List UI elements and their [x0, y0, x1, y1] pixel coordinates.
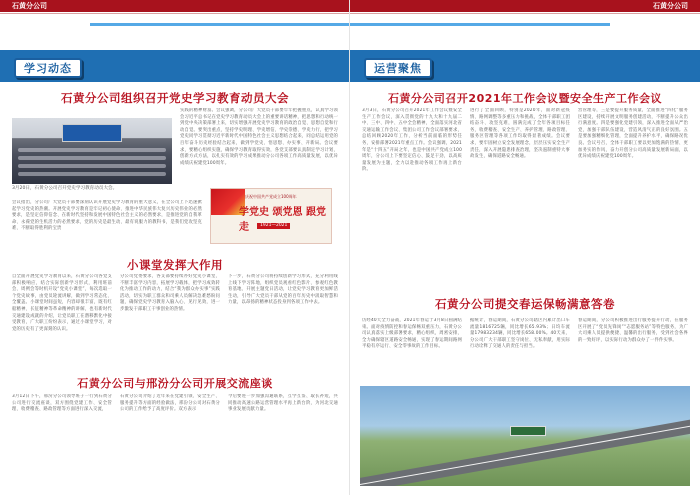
right-article1-col2: 进行了全面回顾，特别是2020年，面对新冠疫情、路网调整等多重压力和挑战，全体干部职工团结奋斗、攻坚克难，圆满完成了全年各项目标任务，收费稽查、安全生产、养护管理、路政管理、服务区管理等各项工作均取得显著成绩。会议要求，要牢固树立安全发展理念，层层压实安全生产责任，深入开展隐患排查治理，坚决遏制重特大事故发生，确保道路安全畅通。	[470, 108, 570, 160]
meeting-row	[18, 156, 166, 160]
meeting-screen	[62, 124, 122, 142]
party-poster	[210, 188, 332, 244]
left-brand: 石黄分公司	[12, 1, 47, 10]
section-label-study: 学习动态	[24, 62, 72, 75]
right-article2-col2: 据统计，春运期间，石黄分公司辖区内累计出口车流量1816725辆，同比增长65.93%；日均车流量17983234辆，同比增长658.00%。40天来，分公司广大干部职工坚守岗位、无私奉献，用实际行动诠释了交通人的责任与担当。	[470, 318, 570, 350]
section-label-operations: 运营聚焦	[374, 62, 422, 75]
left-banner-stripe	[90, 23, 350, 26]
article-title-spring-festival: 石黄分公司提交春运保畅满意答卷	[435, 297, 615, 311]
highway-gantry	[510, 426, 546, 436]
right-article1-col1: 3月3日，石黄分公司召开2021年工作会议暨安全生产工作会议，深入贯彻党的十九大和十九届二中、三中、四中、五中全会精神，全面落实河北省交通运输工作会议、集团公司工作会议部署要求，总结回顾2020年工作，分析当前面临的形势任务，安排部署2021年重点工作。会议强调，2021年是“十四五”开局之年，也是中国共产党成立100周年，分公司上下要坚定信心、鼓足干劲，以高质量发展为主题，全力以赴推动各项工作再上新台阶。	[362, 108, 462, 173]
article3-col1: 3月12日下午，邢汾分公司领导班子一行到石黄分公司进行交流座谈，双方围绕党建工作、安全管理、收费稽查、路政管理等方面进行深入交流，	[12, 394, 112, 413]
section-tag-study	[14, 58, 82, 78]
right-article2-col1: 历经40天全力奋战，2021年春运于3月8日圆满结束。面对疫情防控和春运保畅双重压力，石黄分公司认真落实上级部署要求，精心组织，周密安排，全力确保辖区道路安全畅通，实现了春运期间路网平稳有序运行、安全零事故的工作目标。	[362, 318, 462, 350]
article-title-classroom: 小课堂发挥大作用	[127, 258, 223, 272]
section-tag-operations	[364, 58, 432, 78]
right-banner-stripe	[350, 23, 610, 26]
article-title-work-meeting: 石黄分公司召开2021年工作会议暨安全生产工作会议	[387, 92, 663, 105]
right-article1-col3: 营管理等，三是要提升服务质量，全面推进“四化”服务区建设，持续开展文明服务创建活动，不断提升公众出行满意度。四是要强化党建引领，深入推进全面从严治党，加强干部队伍建设，营造风清气正的良好氛围。五是要加强精细化管理，全面提升养护水平，确保路况优良。会议号召，全体干部职工要以更加饱满的热情、更加务实的作风，奋力开创分公司高质量发展新局面，以优异成绩庆祝建党100周年。	[578, 108, 688, 160]
meeting-row	[18, 148, 166, 152]
article-title-exchange: 石黄分公司与邢汾分公司开展交流座谈	[77, 377, 273, 390]
article-title-mobilization: 石黄分公司组织召开党史学习教育动员大会	[61, 91, 289, 105]
article3-col3: 今后要进一步加强沟通联系，互学互鉴、取长补短，共同推动高速公路运营管理水平再上新台阶，为河北交通事业发展贡献力量。	[228, 394, 338, 413]
right-page	[350, 0, 700, 495]
article3-col2: 石黄分公司介绍了近年来在党建引领、安全生产、服务提升等方面的经验做法，邢汾分公司对石黄分公司的工作给予了高度评价。双方表示	[120, 394, 220, 413]
poster-years: 1921—2021	[257, 223, 290, 229]
meeting-photo	[12, 118, 172, 184]
meeting-row	[18, 164, 166, 168]
highway-photo	[360, 386, 690, 486]
article2-col2: 分公司党委要求，各支部要持续办好党史小课堂，不断丰富学习内容，拓展学习载体，把学习成效转化为推动工作的动力，结合“我为群众办实事”实践活动，切实为职工群众和司乘人员解决急难愁盼问题，确保党史学习教育入脑入心、见行见效，进一步激发干部职工干事创业的热情。	[120, 274, 220, 312]
right-header-line	[350, 13, 700, 14]
left-header-line	[0, 13, 350, 14]
right-article2-col3: 春运期间，分公司积极推进出行服务提升行动，在服务区开展了“党员先锋岗”“志愿服务站”等特色服务，为广大司乘人员提供便捷、温馨的出行服务，受到社会各界的一致好评，以实际行动为群众办了一件件实事。	[578, 318, 688, 343]
article2-col1: 自全面开展党史学习教育以来，石黄分公司各党支部积极响应，结合实际创新学习形式，利用班前会、周例会等时机开设“党史小课堂”，每次选取一个党史故事，由党员轮流讲解，做到学习常态化、全覆盖。小课堂时间虽短，内容却很丰富，既有红船精神、长征精神等革命精神的讲解，也有新时代交通建设成就的介绍，让党员职工在潜移默化中接受教育，广大职工纷纷表示，通过小课堂学习，对党的历史有了更深刻的认识。	[12, 274, 112, 332]
article2-col3: 下一步，石黄分公司将持续创新学习形式，充分利用线上线下学习阵地，组织党员观看红色影片、参观红色教育基地、开展主题党日活动，让党史学习教育更加鲜活生动，引导广大党员干部从党的百年历史中汲取智慧和力量，以昂扬的精神状态投身到各项工作中去。	[228, 274, 338, 306]
meeting-row	[18, 172, 166, 176]
left-header-bar	[0, 0, 350, 12]
article1-text-bottom: 会议指出，分公司广大党员干部要深刻认识开展党史学习教育的重大意义，在全公司上下迅速掀起学习党史的热潮。开展党史学习教育是牢记初心使命、推进中华民族伟大复兴历史伟业的必然要求，是坚定信仰信念、在新时代坚持和发展中国特色社会主义的必然要求，是推进党的自我革命、永葆党的生机活力的必然要求，党的历史是最生动、最有说服力的教科书，是我们党攻坚克难、不断取得胜利的宝贵	[12, 200, 202, 232]
article1-text-right: 实践的精神财富。会议强调，分公司广大党员干部要牢牢把握重点，认真学习领会习近平总书记在党史学习教育动员大会上的重要讲话精神，把思想和行动统一到党中央决策部署上来，切实增强开展党史学习教育的政治自觉、思想自觉和行动自觉。要突出重点，坚持学史明理、学史增信、学史崇德、学史力行，把学习党史同学习贯彻习近平新时代中国特色社会主义思想结合起来，同总结运用党的百年奋斗历史经验结合起来，做到学党史、悟思想、办实事、开新局。会议要求，要精心组织实施，确保学习教育取得实效，各党支部要认真制定学习计划，创新方式方法，以扎实有效的学习成果推动分公司各项工作高质量发展，以优异成绩庆祝建党100周年。	[180, 108, 338, 166]
right-brand: 石黄分公司	[653, 1, 688, 10]
right-header-bar	[350, 0, 700, 12]
meeting-photo-caption: 3月20日，石黄分公司召开党史学习教育动员大会。	[12, 186, 118, 191]
poster-top-text: 庆祝中国共产党成立100周年	[245, 194, 297, 199]
poster-slogan: 学党史 颂党恩 跟党走	[239, 207, 326, 233]
